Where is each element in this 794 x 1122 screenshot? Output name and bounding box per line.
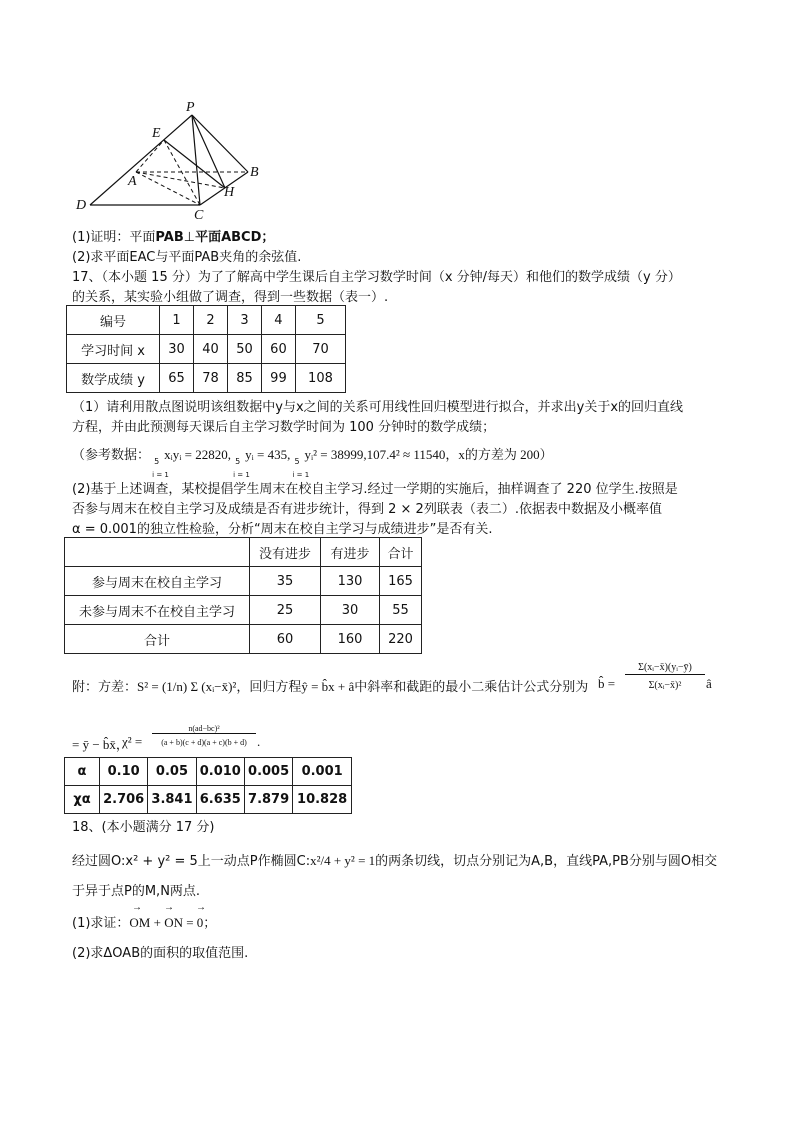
a-hat-formula: = ȳ − b̂x̄， [72, 737, 129, 752]
table-1: 编号 1 2 3 4 5 学习时间 x 30 40 50 60 70 数学成绩 y 65 78 85 99 108 [66, 305, 346, 393]
q16-part2: (2)求平面EAC与平面PAB夹角的余弦值. [72, 250, 302, 265]
q17-reference-data: （参考数据： 5 i = 1 xᵢyᵢ = 22820, 5 i = 1 yᵢ = 435, 5 i = 1 yᵢ² = 38999,107.4² ≈ 11540，x的方差为 200） [72, 447, 553, 479]
q17-part2-line1: (2)基于上述调查，某校提倡学生周末在校自主学习.经过一学期的实施后，抽样调查了 220 位学生.按照是 [72, 482, 678, 497]
edge-pc [192, 115, 200, 205]
table-row: χα 2.706 3.841 6.635 7.879 10.828 [65, 786, 352, 814]
q16-part1: (1)证明：平面PAB⊥平面ABCD； [72, 230, 275, 245]
b-hat-numerator: Σ(xᵢ−x̄)(yᵢ−ȳ) [625, 662, 705, 675]
table-row: 参与周末在校自主学习 35 130 165 [65, 567, 422, 596]
label-p: P [186, 100, 195, 115]
q17-part1-line2: 方程，并由此预测每天课后自主学习数学时间为 100 分钟时的数学成绩； [72, 420, 496, 435]
b-hat-label: b̂ = [598, 676, 616, 691]
chi-numerator: n(ad−bc)² [152, 724, 256, 734]
q18-part2: (2)求ΔOAB的面积的取值范围. [72, 946, 249, 961]
q17-intro-line1: 17、（本小题 15 分）为了了解高中学生课后自主学习数学时间（x 分钟/每天）和他们的数学成绩（y 分） [72, 270, 681, 285]
q17-intro-line2: 的关系，某实验小组做了调查，得到一些数据（表一）. [72, 290, 389, 305]
edge-dp [90, 115, 192, 205]
table-row: 数学成绩 y 65 78 85 99 108 [67, 364, 346, 393]
label-c: C [194, 208, 204, 223]
label-h: H [224, 185, 235, 200]
q17-part1-line1: （1）请利用散点图说明该组数据中y与x之间的关系可用线性回归模型进行拟合，并求出y关于x的回归直线 [72, 400, 684, 415]
chi-end: . [257, 734, 261, 749]
q18-title: 18、(本小题满分 17 分) [72, 820, 215, 835]
edge-ah [136, 172, 225, 188]
q17-part2-line2: 否参与周末在校自主学习及成绩是否有进步统计，得到 2 × 2列联表（表二）.依据表中数据及小概率值 [72, 502, 662, 517]
table-2: 没有进步 有进步 合计 参与周末在校自主学习 35 130 165 未参与周末不在校自主学习 25 30 55 合计 60 160 220 [64, 537, 422, 654]
q18-part1: (1)求证：OM + ON = 0； [72, 915, 217, 931]
chi-denominator: (a + b)(c + d)(a + c)(b + d) [161, 738, 247, 747]
edge-pb [192, 115, 248, 172]
label-d: D [76, 198, 87, 213]
table-row: α 0.10 0.05 0.010 0.005 0.001 [65, 758, 352, 786]
chi-lhs: χ² = [122, 734, 143, 749]
table-row: 未参与周末不在校自主学习 25 30 55 [65, 596, 422, 625]
edge-ac [136, 172, 200, 205]
pyramid-figure [76, 95, 280, 225]
table-3 [64, 757, 352, 814]
vector-arrows: →→→ [132, 902, 228, 913]
edge-ae [136, 140, 164, 172]
table-row: 合计 60 160 220 [65, 625, 422, 654]
a-hat-label: â [706, 676, 712, 691]
label-e: E [152, 126, 161, 141]
q17-part2-line3: α = 0.001的独立性检验，分析“周末在校自主学习与成绩进步”是否有关. [72, 522, 493, 537]
q17-appendix: 附：方差：S² = (1/n) Σ (xᵢ−x̄)²，回归方程ŷ = b̂x + â中斜率和截距的最小二乘估计公式分别为 [72, 679, 589, 695]
q18-line2: 于异于点P的M,N两点. [72, 884, 201, 899]
label-a: A [128, 174, 137, 189]
b-hat-denominator: Σ(xᵢ−x̄)² [648, 680, 682, 691]
label-b: B [250, 165, 259, 180]
q18-line1: 经过圆O:x² + y² = 5上一动点P作椭圆C:x²/4 + y² = 1的两条切线，切点分别记为A,B，直线PA,PB分别与圆O相交 [72, 853, 718, 869]
table-row: 学习时间 x 30 40 50 60 70 [67, 335, 346, 364]
